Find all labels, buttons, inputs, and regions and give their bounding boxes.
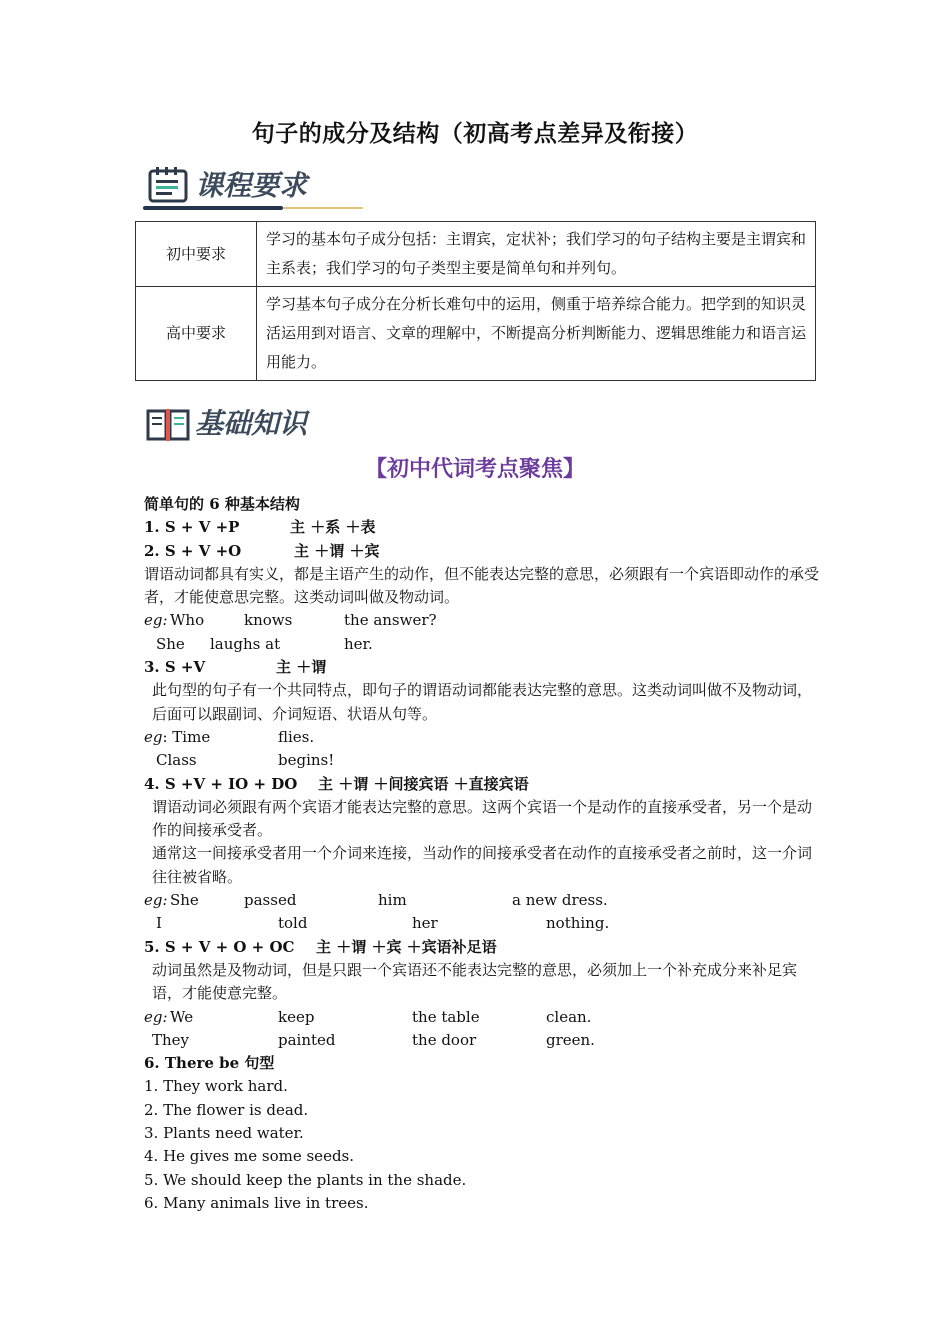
banner-underline <box>143 206 283 210</box>
formula-cn: 主 ＋谓 <box>276 658 327 677</box>
formula-cn: 主 ＋谓 ＋宾 <box>294 541 380 560</box>
eg-label: eg: <box>144 891 168 910</box>
example-word: keep <box>278 1007 315 1026</box>
book-icon <box>145 405 191 443</box>
example-word: passed <box>244 891 297 910</box>
example-word: green. <box>546 1030 595 1049</box>
page-title: 句子的成分及结构（初高考点差异及衔接） <box>251 120 699 147</box>
example-word: She <box>156 634 185 653</box>
example-word: her. <box>344 634 373 653</box>
eg-label: eg: <box>144 1007 168 1026</box>
example-word: flies. <box>278 727 315 746</box>
example-word: Who <box>170 611 205 630</box>
list-item: 3. Plants need water. <box>144 1124 304 1143</box>
structure-3 <box>144 656 824 679</box>
example-row <box>144 749 824 772</box>
example-word: the table <box>412 1007 480 1026</box>
table-cell-level: 初中要求 <box>136 222 257 287</box>
document-body <box>144 493 824 1215</box>
example-word: the answer? <box>344 611 437 630</box>
eg-label: eg <box>144 727 163 746</box>
example-word: They <box>152 1030 190 1049</box>
banner-underline-accent <box>283 207 363 209</box>
section-heading: 【初中代词考点聚焦】 <box>364 456 585 482</box>
example-word: laughs at <box>210 634 281 653</box>
structure-6: 6. There be 句型 <box>144 1054 275 1073</box>
table-row <box>136 287 816 381</box>
example-word: told <box>278 914 308 933</box>
example-word: him <box>378 891 407 910</box>
list-item: 2. The flower is dead. <box>144 1100 309 1119</box>
banner-label: 课程要求 <box>195 169 308 202</box>
example-row <box>144 726 824 749</box>
example-word: I <box>156 914 162 933</box>
example-row <box>144 889 824 912</box>
list-item: 1. They work hard. <box>144 1077 288 1096</box>
example-row <box>144 1006 824 1029</box>
example-word: Class <box>156 751 197 770</box>
formula: 2. S + V +O <box>144 541 242 560</box>
notebook-icon <box>147 166 191 204</box>
example-word: nothing. <box>546 914 610 933</box>
course-requirements-banner <box>143 162 383 212</box>
basic-knowledge-banner <box>143 400 383 450</box>
formula: 5. S + V + O + OC <box>144 937 295 956</box>
requirements-table <box>135 221 816 381</box>
structure-heading: 简单句的 6 种基本结构 <box>144 495 300 513</box>
structure-5 <box>144 936 824 959</box>
list-item: 4. He gives me some seeds. <box>144 1147 355 1166</box>
paragraph: 此句型的句子有一个共同特点，即句子的谓语动词都能表达完整的意思。这类动词叫做不及物动词，后面可以跟副词、介词短语、状语从句等。 <box>152 681 813 723</box>
example-word: her <box>412 914 438 933</box>
formula-cn: 主 ＋谓 ＋间接宾语 ＋直接宾语 <box>318 774 529 793</box>
example-row <box>144 1029 824 1052</box>
table-row <box>136 222 816 287</box>
example-word: She <box>170 891 199 910</box>
list-item: 6. Many animals live in trees. <box>144 1193 369 1212</box>
banner-label: 基础知识 <box>195 407 308 440</box>
example-row <box>144 912 824 935</box>
example-word: painted <box>278 1030 336 1049</box>
formula: 3. S +V <box>144 658 206 677</box>
paragraph: 谓语动词必须跟有两个宾语才能表达完整的意思。这两个宾语一个是动作的直接承受者，另一个是动作的间接承受者。 <box>152 797 813 840</box>
structure-2 <box>144 540 824 563</box>
table-cell-text: 学习的基本句子成分包括：主谓宾，定状补；我们学习的句子结构主要是主谓宾和主系表；我们学习的句子类型主要是简单句和并列句。 <box>257 222 816 287</box>
formula-cn: 主 ＋谓 ＋宾 ＋宾语补足语 <box>316 937 497 956</box>
list-item: 5. We should keep the plants in the shade. <box>144 1170 467 1189</box>
paragraph: 通常这一间接承受者用一个介词来连接，当动作的间接承受者在动作的直接承受者之前时，这一介词往往被省略。 <box>152 844 813 886</box>
example-word: knows <box>244 611 293 630</box>
paragraph: 谓语动词都具有实义，都是主语产生的动作，但不能表达完整的意思，必须跟有一个宾语即动作的承受者，才能使意思完整。这类动词叫做及物动词。 <box>144 564 820 607</box>
example-word: begins! <box>278 751 335 770</box>
formula: 1. S + V +P <box>144 518 240 537</box>
structure-4 <box>144 773 824 796</box>
structure-1 <box>144 516 824 539</box>
example-word: a new dress. <box>512 891 608 910</box>
example-word: : Time <box>162 727 211 746</box>
formula-cn: 主 ＋系 ＋表 <box>290 518 376 537</box>
example-row <box>144 633 824 656</box>
eg-label: eg: <box>144 611 168 630</box>
table-cell-text: 学习基本句子成分在分析长难句中的运用，侧重于培养综合能力。把学到的知识灵活运用到对语言、文章的理解中，不断提高分析判断能力、逻辑思维能力和语言运用能力。 <box>257 287 816 381</box>
formula: 4. S +V + IO + DO <box>144 774 298 793</box>
example-row <box>144 609 824 632</box>
example-word: the door <box>412 1030 477 1049</box>
example-word: We <box>170 1007 194 1026</box>
table-cell-level: 高中要求 <box>136 287 257 381</box>
paragraph: 动词虽然是及物动词，但是只跟一个宾语还不能表达完整的意思，必须加上一个补充成分来补足宾语，才能使意完整。 <box>152 960 798 1003</box>
example-word: clean. <box>546 1007 592 1026</box>
